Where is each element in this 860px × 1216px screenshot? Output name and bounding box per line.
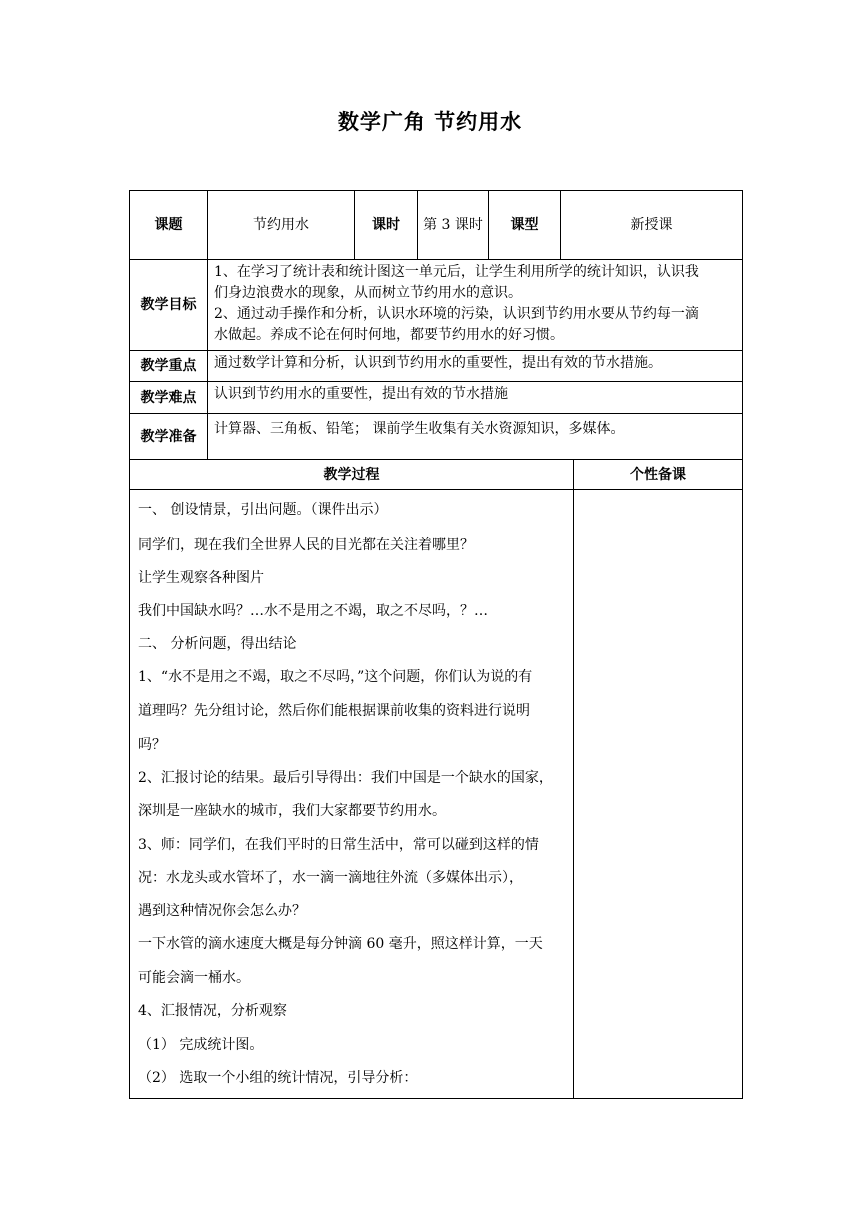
lesson-plan-table: [129, 190, 743, 1099]
process-line: 一下水管的滴水速度大概是每分钟滴 60 毫升，照这样计算，一天: [138, 936, 543, 952]
process-line: 我们中国缺水吗？…水不是用之不竭，取之不尽吗，？…: [138, 603, 488, 619]
process-line: 1、“水不是用之不竭，取之不尽吗，”这个问题，你们认为说的有: [138, 669, 533, 685]
process-line: 2、汇报讨论的结果。最后引导得出：我们中国是一个缺水的国家，: [138, 770, 553, 786]
focus-label: 教学重点: [140, 358, 197, 374]
lesson-value: 节约用水: [253, 217, 309, 233]
process-line: （2） 选取一个小组的统计情况，引导分析：: [138, 1070, 418, 1086]
process-content: [130, 490, 573, 1098]
process-line: 遇到这种情况你会怎么办？: [138, 903, 306, 919]
process-line: 同学们，现在我们全世界人民的目光都在关注着哪里？: [138, 537, 474, 553]
process-line: 二、 分析问题，得出结论: [138, 636, 297, 652]
process-line: 可能会滴一桶水。: [138, 970, 250, 986]
preparation-text: 计算器、三角板、铅笔； 课前学生收集有关水资源知识，多媒体。: [214, 421, 625, 437]
goals-line: 2、通过动手操作和分析，认识水环境的污染，认识到节约用水要从节约每一滴: [214, 306, 699, 322]
focus-text: 通过数学计算和分析，认识到节约用水的重要性，提出有效的节水措施。: [214, 355, 662, 371]
type-label: 课型: [510, 217, 539, 233]
process-line: 让学生观察各种图片: [138, 570, 264, 586]
process-line: （1） 完成统计图。: [138, 1037, 264, 1053]
process-line: 道理吗？先分组讨论，然后你们能根据课前收集的资料进行说明: [138, 703, 530, 719]
goals-line: 水做起。养成不论在何时何地，都要节约用水的好习惯。: [214, 327, 564, 343]
difficulty-label: 教学难点: [140, 389, 197, 406]
process-line: 一、 创设情景，引出问题。（课件出示）: [138, 502, 388, 518]
lesson-label: 课题: [154, 217, 183, 233]
process-line: 况：水龙头或水管坏了，水一滴一滴地往外流（多媒体出示），: [138, 870, 523, 886]
process-header: 教学过程: [323, 466, 380, 483]
notes-area: [574, 490, 742, 1098]
goals-label: 教学目标: [140, 297, 197, 313]
page-title: 数学广角 节约用水: [337, 110, 523, 134]
process-line: 4、汇报情况，分析观察: [138, 1003, 287, 1019]
period-value: 第 3 课时: [423, 217, 483, 233]
row-divider: [130, 413, 742, 414]
process-line: 3、师：同学们，在我们平时的日常生活中，常可以碰到这样的情: [138, 837, 539, 853]
goals-text: [208, 260, 742, 350]
row-divider: [130, 381, 742, 382]
preparation-label: 教学准备: [140, 428, 197, 445]
process-line: 吗？: [138, 737, 166, 753]
goals-line: 1、在学习了统计表和统计图这一单元后，让学生利用所学的统计知识，认识我: [214, 264, 699, 280]
type-value: 新授课: [630, 217, 673, 233]
row-divider: [130, 350, 742, 351]
notes-header: 个性备课: [630, 466, 686, 483]
period-label: 课时: [372, 217, 400, 233]
process-line: 深圳是一座缺水的城市，我们大家都要节约用水。: [138, 803, 446, 819]
goals-line: 们身边浪费水的现象，从而树立节约用水的意识。: [214, 285, 522, 301]
difficulty-text: 认识到节约用水的重要性，提出有效的节水措施: [214, 386, 508, 402]
